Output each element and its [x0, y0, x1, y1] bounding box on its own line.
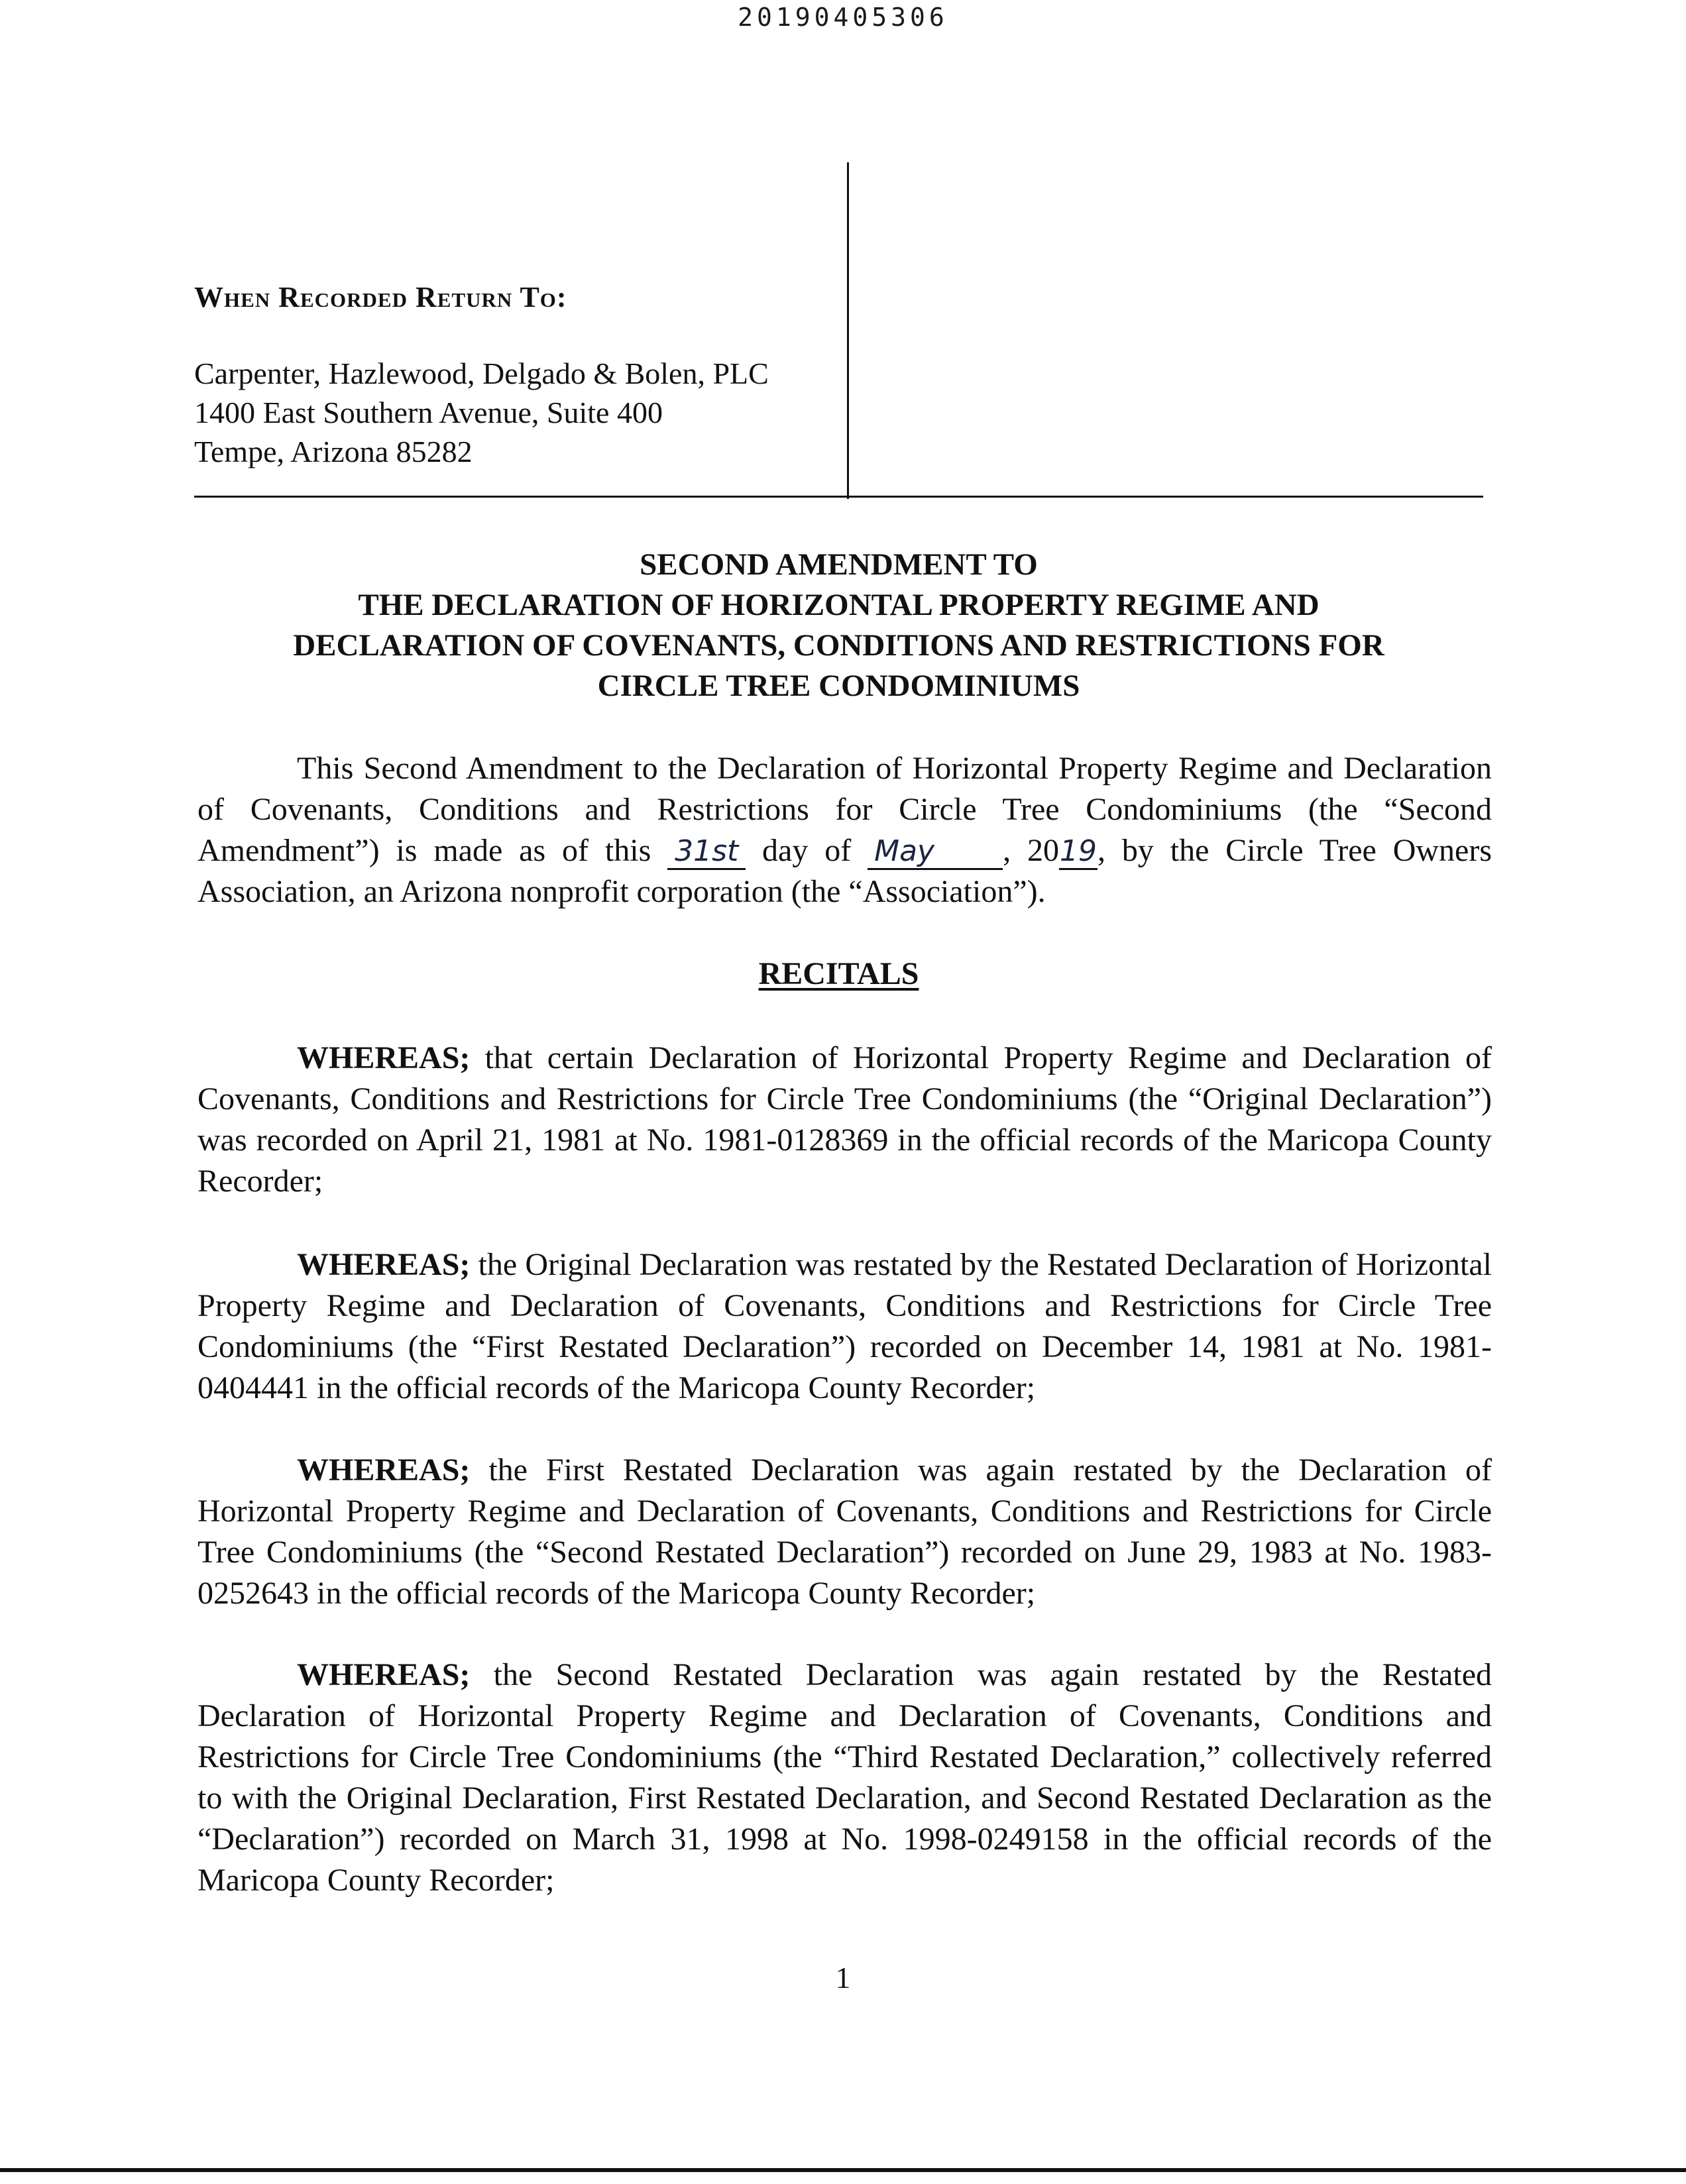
title-line: CIRCLE TREE CONDOMINIUMS: [597, 669, 1080, 703]
recital-paragraph: [197, 1038, 1492, 1202]
recital-lead: WHEREAS;: [297, 1040, 471, 1075]
intro-paragraph: [197, 748, 1492, 912]
handwritten-month-field: May: [868, 835, 1003, 870]
return-address-line: Tempe, Arizona 85282: [194, 435, 473, 468]
intro-text: This Second Amendment to the Declaration of Horizontal Property Regime and Declaration of Covenants, Conditions and Restrictions for Circle Tree Condominiums (the “Second Amendment”) is made as of this: [197, 751, 1492, 868]
intro-text: , by the Circle Tree Owners Association, an Arizona nonprofit corporation (the “Association”).: [197, 833, 1492, 909]
recital-paragraph: [197, 1450, 1492, 1614]
return-address-line: Carpenter, Hazlewood, Delgado & Bolen, PLC: [194, 356, 769, 390]
recital-lead: WHEREAS;: [297, 1452, 471, 1488]
recital-paragraph: [197, 1655, 1492, 1901]
recording-number: 20190405306: [738, 3, 948, 32]
page-number: 1: [835, 1961, 851, 1994]
title-line: DECLARATION OF COVENANTS, CONDITIONS AND RESTRICTIONS FOR: [293, 628, 1384, 663]
handwritten-year-field: 19: [1059, 835, 1097, 870]
handwritten-day-field: 31st: [667, 835, 746, 870]
title-line: THE DECLARATION OF HORIZONTAL PROPERTY REGIME AND: [358, 588, 1320, 622]
header-vertical-divider: [847, 162, 849, 499]
recital-lead: WHEREAS;: [297, 1657, 471, 1692]
recital-paragraph: [197, 1244, 1492, 1409]
recital-text: the First Restated Declaration was again restated by the Declaration of Horizontal Property Regime and Declaration of Covenants, Conditions and Restrictions for Circle Tree Condominiums (the “Second Restated Declaration”) recorded on June 29, 1983 at No. 1983-0252643 in the official records of the Maricopa County Recorder;: [197, 1452, 1492, 1611]
return-address-line: 1400 East Southern Avenue, Suite 400: [194, 396, 663, 429]
scan-bottom-edge: [0, 2168, 1686, 2172]
recital-text: the Original Declaration was restated by the Restated Declaration of Horizontal Property Regime and Declaration of Covenants, Conditions and Restrictions for Circle Tree Condominiums (the “First Restated Declaration”) recorded on December 14, 1981 at No. 1981-0404441 in the official records of the Maricopa County Recorder;: [197, 1247, 1492, 1405]
title-line: SECOND AMENDMENT TO: [640, 547, 1038, 582]
intro-text: day of: [746, 833, 868, 868]
recital-text: that certain Declaration of Horizontal Property Regime and Declaration of Covenants, Conditions and Restrictions for Circle Tree Condominiums (the “Original Declaration”) was recorded on April 21, 1981 at No. 1981-0128369 in the official records of the Maricopa County Recorder;: [197, 1040, 1492, 1199]
header-horizontal-divider: [194, 496, 1483, 498]
document-title: [194, 545, 1483, 706]
recital-lead: WHEREAS;: [297, 1247, 471, 1282]
recitals-heading: RECITALS: [758, 956, 919, 991]
return-to-address: [194, 354, 769, 471]
return-to-label: When Recorded Return To:: [194, 281, 567, 313]
recital-text: the Second Restated Declaration was again restated by the Restated Declaration of Horizontal Property Regime and Declaration of Covenants, Conditions and Restrictions for Circle Tree Condominiums (the “Third Restated Declaration,” collectively referred to with the Original Declaration, First Restated Declaration, and Second Restated Declaration as the “Declaration”) recorded on March 31, 1998 at No. 1998-0249158 in the official records of the Maricopa County Recorder;: [197, 1657, 1492, 1898]
intro-text: , 20: [1003, 833, 1060, 868]
